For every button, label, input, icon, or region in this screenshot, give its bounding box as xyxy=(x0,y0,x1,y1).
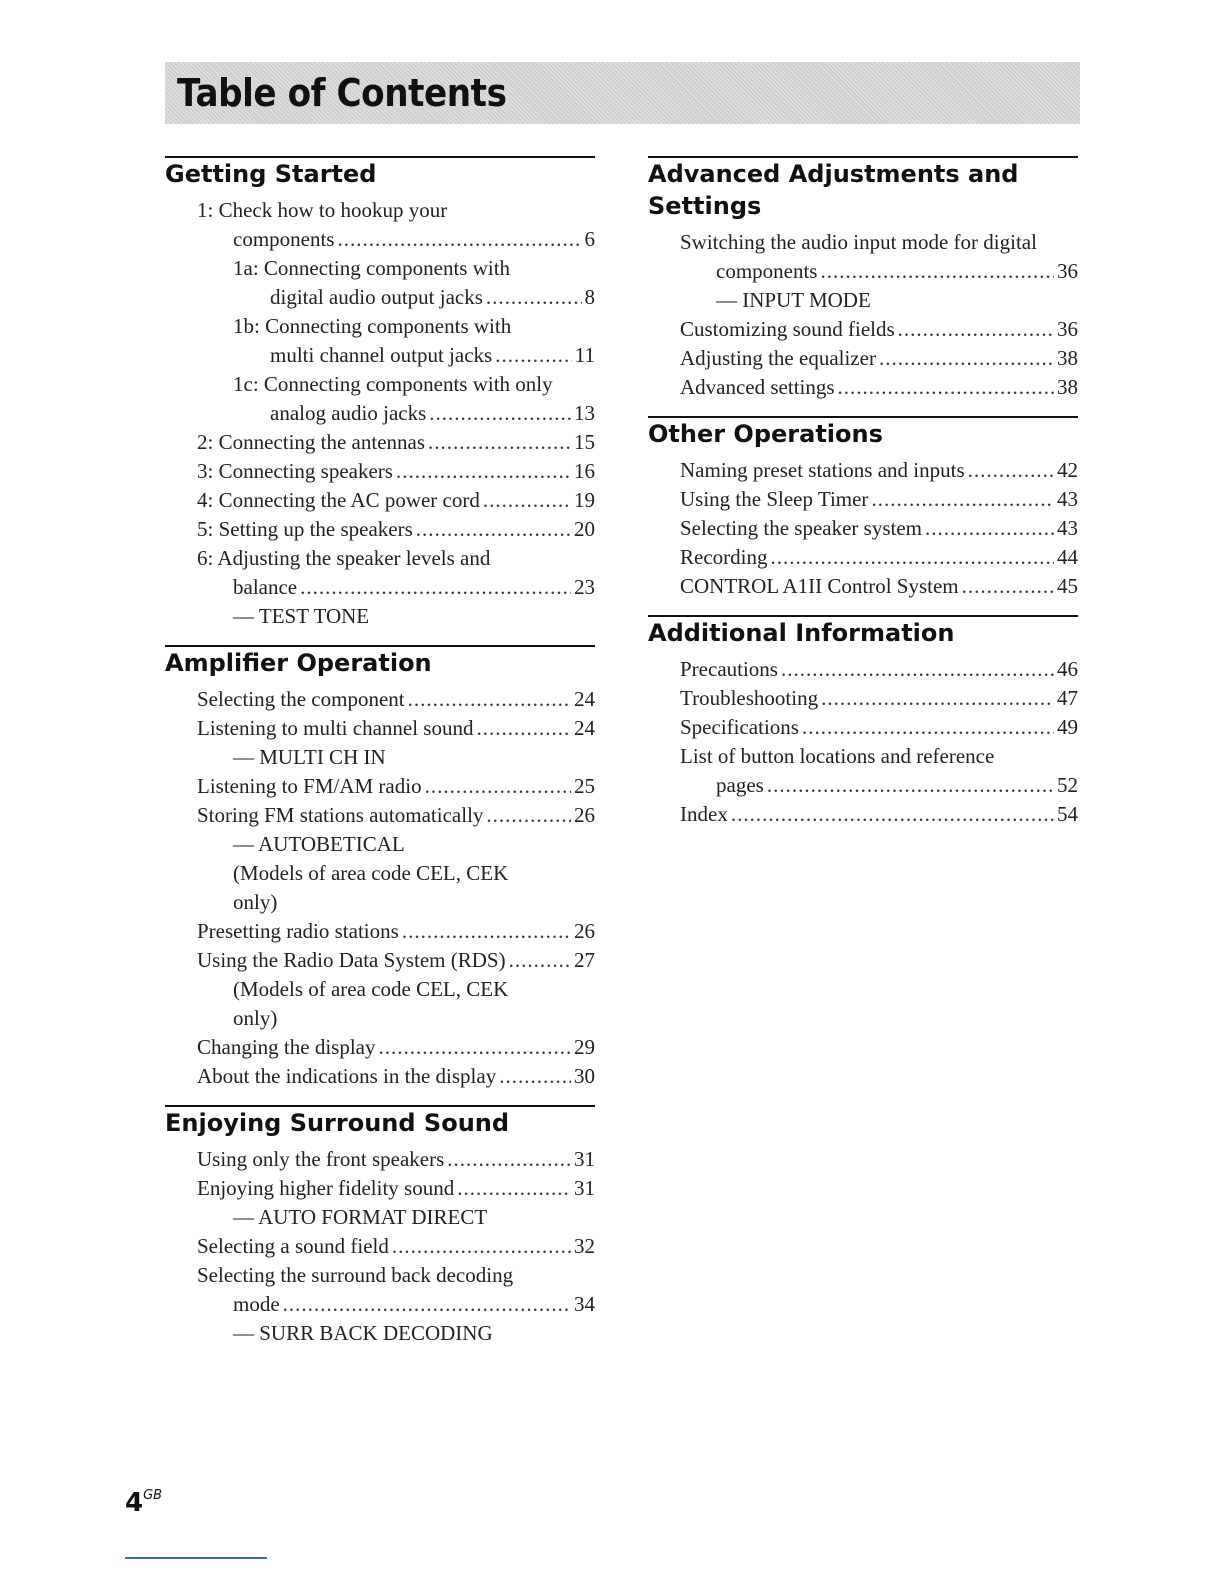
toc-entry-title: Customizing sound fields xyxy=(680,317,895,341)
toc-entry xyxy=(648,485,1078,514)
toc-entry-title: Selecting the surround back decoding xyxy=(197,1263,514,1287)
toc-entry-page: 36 xyxy=(1057,317,1078,341)
dot-leader xyxy=(781,655,1054,684)
page-number-value: 4 xyxy=(125,1488,144,1518)
toc-entry-title: only) xyxy=(233,890,278,914)
toc-section-advanced-adjustments xyxy=(648,156,1078,402)
page-number-suffix: GB xyxy=(143,1488,163,1503)
toc-entry-title: CONTROL A1II Control System xyxy=(680,574,959,598)
dot-leader xyxy=(402,917,571,946)
toc-entry-title: — AUTOBETICAL xyxy=(233,832,405,856)
dot-leader xyxy=(962,572,1054,601)
dot-leader xyxy=(486,801,571,830)
dot-leader xyxy=(821,684,1054,713)
toc-entry-page: 30 xyxy=(574,1064,595,1088)
toc-entry-page: 43 xyxy=(1057,516,1078,540)
toc-entry-title: List of button locations and reference xyxy=(680,744,995,768)
toc-entry-page: 52 xyxy=(1057,773,1078,797)
toc-entry xyxy=(165,801,595,830)
toc-entry-page: 26 xyxy=(574,919,595,943)
dot-leader xyxy=(968,456,1054,485)
toc-entry xyxy=(648,373,1078,402)
toc-entry xyxy=(165,283,595,312)
toc-entry-page: 34 xyxy=(574,1292,595,1316)
toc-entry xyxy=(648,228,1078,257)
toc-entry-page: 27 xyxy=(574,948,595,972)
toc-entry-page: 20 xyxy=(574,517,595,541)
dot-leader xyxy=(925,514,1054,543)
dot-leader xyxy=(457,1174,571,1203)
toc-entry xyxy=(165,544,595,573)
dot-leader xyxy=(820,257,1054,286)
toc-entry-title: About the indications in the display xyxy=(197,1064,497,1088)
toc-entry-title: 1c: Connecting components with only xyxy=(233,372,553,396)
dot-leader xyxy=(802,713,1054,742)
toc-entry-title: Adjusting the equalizer xyxy=(680,346,876,370)
dot-leader xyxy=(425,772,571,801)
toc-entry xyxy=(648,456,1078,485)
toc-entry-title: Selecting the component xyxy=(197,687,405,711)
toc-entry-title: only) xyxy=(233,1006,278,1030)
toc-entry-title: components xyxy=(233,227,335,251)
toc-entry-page: 16 xyxy=(574,459,595,483)
dot-leader xyxy=(300,573,571,602)
toc-entry-title: 4: Connecting the AC power cord xyxy=(197,488,480,512)
toc-entry xyxy=(165,196,595,225)
toc-entry xyxy=(165,714,595,743)
dot-leader xyxy=(499,1062,571,1091)
toc-entry xyxy=(165,917,595,946)
dot-leader xyxy=(731,800,1054,829)
toc-entry-page: 15 xyxy=(574,430,595,454)
toc-entry xyxy=(648,684,1078,713)
toc-entry-page: 54 xyxy=(1057,802,1078,826)
toc-entry-page: 29 xyxy=(574,1035,595,1059)
toc-entries xyxy=(165,1145,595,1348)
toc-entry-page: 36 xyxy=(1057,259,1078,283)
toc-entry-page: 13 xyxy=(574,401,595,425)
toc-entry-title: components xyxy=(716,259,818,283)
dot-leader xyxy=(447,1145,571,1174)
section-heading: Additional Information xyxy=(648,615,1078,649)
toc-entry xyxy=(165,225,595,254)
toc-entry xyxy=(165,573,595,602)
toc-entry xyxy=(648,742,1078,771)
toc-entry-page: 46 xyxy=(1057,657,1078,681)
toc-entry-title: Specifications xyxy=(680,715,799,739)
toc-entry xyxy=(165,486,595,515)
toc-entry xyxy=(648,514,1078,543)
toc-entry-title: Storing FM stations automatically xyxy=(197,803,484,827)
toc-entry xyxy=(648,315,1078,344)
toc-entry xyxy=(165,399,595,428)
toc-entry-title: — MULTI CH IN xyxy=(233,745,386,769)
section-heading: Getting Started xyxy=(165,156,595,190)
section-heading: Enjoying Surround Sound xyxy=(165,1105,595,1139)
toc-entry-title: Switching the audio input mode for digital xyxy=(680,230,1037,254)
toc-entry-title: Listening to multi channel sound xyxy=(197,716,474,740)
toc-entry xyxy=(165,1174,595,1203)
toc-entry-title: Selecting a sound field xyxy=(197,1234,389,1258)
toc-entry-page: 49 xyxy=(1057,715,1078,739)
toc-entry-title: multi channel output jacks xyxy=(270,343,493,367)
toc-section-amplifier-operation xyxy=(165,645,595,1091)
toc-entry xyxy=(165,1203,595,1232)
dot-leader xyxy=(871,485,1054,514)
toc-entry-title: Using the Radio Data System (RDS) xyxy=(197,948,506,972)
dot-leader xyxy=(337,225,581,254)
toc-column-left xyxy=(165,156,595,1362)
dot-leader xyxy=(767,771,1054,800)
page-title: Table of Contents xyxy=(177,71,507,115)
toc-entry-page: 31 xyxy=(574,1147,595,1171)
dot-leader xyxy=(283,1290,571,1319)
page-number xyxy=(125,1488,162,1518)
toc-entry-title: 2: Connecting the antennas xyxy=(197,430,426,454)
toc-entry-title: — AUTO FORMAT DIRECT xyxy=(233,1205,488,1229)
toc-entry-page: 24 xyxy=(574,687,595,711)
dot-leader xyxy=(416,515,571,544)
toc-section-enjoying-surround-sound xyxy=(165,1105,595,1348)
dot-leader xyxy=(428,428,571,457)
toc-entries xyxy=(648,456,1078,601)
toc-entry-title: — SURR BACK DECODING xyxy=(233,1321,493,1345)
toc-entry-title: (Models of area code CEL, CEK xyxy=(233,977,509,1001)
toc-entry-title: 1a: Connecting components with xyxy=(233,256,511,280)
toc-entry-page: 25 xyxy=(574,774,595,798)
toc-entry xyxy=(165,1033,595,1062)
toc-entry xyxy=(165,457,595,486)
toc-entry-page: 11 xyxy=(574,343,595,367)
dot-leader xyxy=(486,283,582,312)
toc-entry-title: Selecting the speaker system xyxy=(680,516,923,540)
toc-entry-page: 47 xyxy=(1057,686,1078,710)
toc-section-additional-information xyxy=(648,615,1078,829)
toc-entry-title: 1b: Connecting components with xyxy=(233,314,512,338)
toc-entry xyxy=(648,655,1078,684)
toc-entry xyxy=(165,975,595,1004)
toc-entry-title: Precautions xyxy=(680,657,778,681)
toc-column-right xyxy=(648,156,1078,843)
dot-leader xyxy=(392,1232,571,1261)
dot-leader xyxy=(476,714,571,743)
toc-entry xyxy=(648,344,1078,373)
toc-entry xyxy=(648,800,1078,829)
title-banner xyxy=(165,62,1080,124)
toc-entry-title: Advanced settings xyxy=(680,375,835,399)
toc-entry-page: 26 xyxy=(574,803,595,827)
toc-entry xyxy=(165,859,595,888)
toc-entry-title: analog audio jacks xyxy=(270,401,427,425)
toc-entry-title: pages xyxy=(716,773,764,797)
toc-entry-page: 44 xyxy=(1057,545,1078,569)
dot-leader xyxy=(879,344,1054,373)
toc-entry-page: 6 xyxy=(584,227,595,251)
toc-entry xyxy=(648,257,1078,286)
toc-entries xyxy=(165,196,595,631)
toc-entry-title: 5: Setting up the speakers xyxy=(197,517,413,541)
toc-entry xyxy=(648,771,1078,800)
toc-entry xyxy=(165,1145,595,1174)
toc-entry-title: balance xyxy=(233,575,298,599)
toc-entry-title: Troubleshooting xyxy=(680,686,819,710)
toc-entry-title: — TEST TONE xyxy=(233,604,370,628)
toc-entry xyxy=(165,1232,595,1261)
toc-entry-page: 19 xyxy=(574,488,595,512)
toc-entry xyxy=(165,312,595,341)
toc-entry-title: (Models of area code CEL, CEK xyxy=(233,861,509,885)
toc-entry xyxy=(165,515,595,544)
toc-entry-title: digital audio output jacks xyxy=(270,285,483,309)
dot-leader xyxy=(408,685,571,714)
toc-entry xyxy=(165,685,595,714)
section-heading: Other Operations xyxy=(648,416,1078,450)
toc-entry-title: Enjoying higher fidelity sound xyxy=(197,1176,455,1200)
toc-entry xyxy=(648,286,1078,315)
toc-entry-title: Changing the display xyxy=(197,1035,376,1059)
toc-entry-title: mode xyxy=(233,1292,280,1316)
section-heading: Amplifier Operation xyxy=(165,645,595,679)
toc-entry xyxy=(165,830,595,859)
toc-entry-title: Index xyxy=(680,802,728,826)
toc-entry xyxy=(165,1319,595,1348)
dot-leader xyxy=(770,543,1054,572)
toc-entry-page: 43 xyxy=(1057,487,1078,511)
footer-rule xyxy=(125,1557,267,1559)
toc-entry xyxy=(648,713,1078,742)
toc-entry xyxy=(165,1261,595,1290)
dot-leader xyxy=(396,457,571,486)
toc-entry-title: Naming preset stations and inputs xyxy=(680,458,965,482)
toc-entry-page: 24 xyxy=(574,716,595,740)
dot-leader xyxy=(483,486,571,515)
toc-entry-page: 32 xyxy=(574,1234,595,1258)
toc-entry-title: 3: Connecting speakers xyxy=(197,459,393,483)
toc-entry xyxy=(165,254,595,283)
toc-entry xyxy=(165,1290,595,1319)
toc-entry xyxy=(648,572,1078,601)
toc-entry xyxy=(165,1004,595,1033)
dot-leader xyxy=(838,373,1054,402)
toc-entry-title: Listening to FM/AM radio xyxy=(197,774,422,798)
toc-entry-page: 8 xyxy=(584,285,595,309)
dot-leader xyxy=(378,1033,571,1062)
toc-section-getting-started xyxy=(165,156,595,631)
toc-entries xyxy=(648,655,1078,829)
toc-entry xyxy=(648,543,1078,572)
toc-entry-title: Using the Sleep Timer xyxy=(680,487,869,511)
toc-entry xyxy=(165,743,595,772)
section-heading: Advanced Adjustments and Settings xyxy=(648,156,1078,222)
toc-entry-title: — INPUT MODE xyxy=(716,288,871,312)
toc-entry-page: 45 xyxy=(1057,574,1078,598)
toc-entry-page: 31 xyxy=(574,1176,595,1200)
toc-entry xyxy=(165,341,595,370)
toc-entry-title: 6: Adjusting the speaker levels and xyxy=(197,546,491,570)
dot-leader xyxy=(429,399,571,428)
toc-entries xyxy=(648,228,1078,402)
toc-entries xyxy=(165,685,595,1091)
toc-entry-page: 38 xyxy=(1057,346,1078,370)
dot-leader xyxy=(495,341,572,370)
toc-entry-page: 23 xyxy=(574,575,595,599)
dot-leader xyxy=(509,946,571,975)
toc-entry-page: 42 xyxy=(1057,458,1078,482)
toc-entry xyxy=(165,602,595,631)
toc-entry xyxy=(165,370,595,399)
toc-entry xyxy=(165,1062,595,1091)
toc-entry xyxy=(165,946,595,975)
toc-section-other-operations xyxy=(648,416,1078,601)
toc-entry-title: 1: Check how to hookup your xyxy=(197,198,448,222)
toc-entry-title: Recording xyxy=(680,545,768,569)
dot-leader xyxy=(898,315,1054,344)
toc-entry-title: Using only the front speakers xyxy=(197,1147,445,1171)
toc-entry xyxy=(165,428,595,457)
toc-entry-title: Presetting radio stations xyxy=(197,919,399,943)
toc-entry-page: 38 xyxy=(1057,375,1078,399)
toc-entry xyxy=(165,772,595,801)
toc-entry xyxy=(165,888,595,917)
